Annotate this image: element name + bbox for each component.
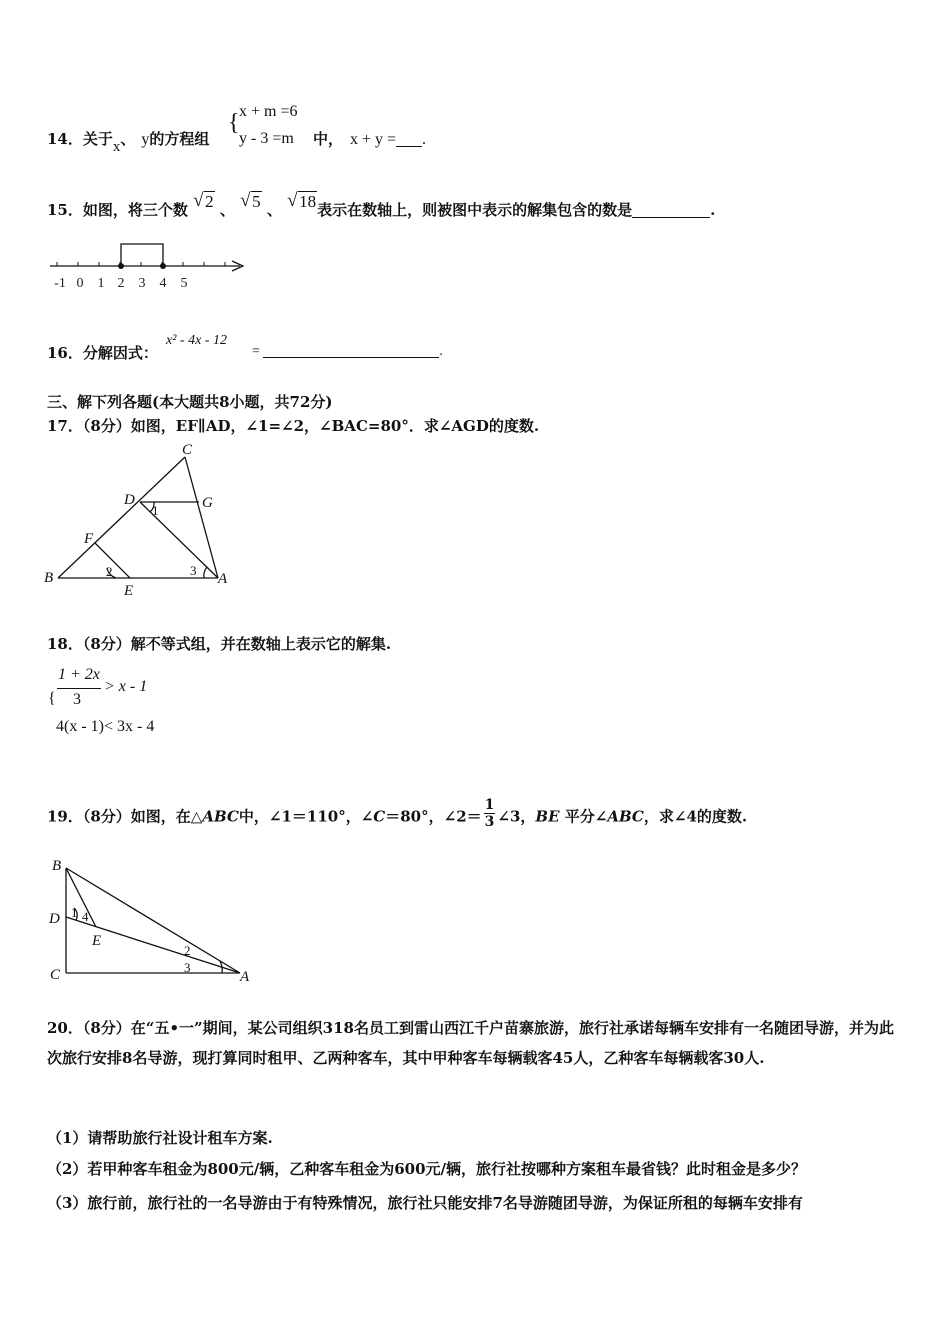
label-D: D	[49, 911, 60, 927]
q16-answer	[252, 343, 443, 360]
q14-expr	[350, 131, 426, 149]
q20-sub1: （1）请帮助旅行社设计租车方案.	[47, 1129, 273, 1147]
label-1: 1	[71, 905, 78, 920]
q18-ineq1-rhs: > x - 1	[104, 678, 148, 695]
q15-label: 15．如图，将三个数	[47, 201, 188, 219]
q18-brace: {	[48, 690, 56, 707]
label-G: G	[202, 495, 213, 511]
q14-end: .	[422, 131, 427, 148]
q19-end: ，求∠4的度数.	[643, 807, 748, 826]
q16-eq: =	[252, 344, 260, 359]
q16-label: 16．分解因式：	[47, 344, 158, 362]
solution-point-left	[118, 263, 124, 269]
q19-c: C	[373, 807, 386, 826]
label-E: E	[124, 583, 134, 599]
q20-sub3: （3）旅行前，旅行社的一名导游由于有特殊情况，旅行社只能安排7名导游随团导游，为保证所租的每辆车安排有	[47, 1194, 803, 1212]
solution-bracket	[121, 244, 163, 266]
q18-ineq2: 4(x - 1)< 3x - 4	[56, 718, 155, 735]
q18-frac-bar	[57, 688, 101, 689]
tick-label: 2	[117, 276, 125, 291]
q14-brace: {	[228, 110, 240, 136]
tick-label: 1	[97, 276, 105, 291]
q19-fraction: $\frac{1}{3}$	[484, 797, 495, 830]
q15-root-2: √ 2	[193, 192, 215, 212]
q14-tail: 的方程组	[149, 130, 210, 148]
question-14	[47, 128, 210, 155]
question-20: 20．（8分）在“五•一”期间，某公司组织318名员工到雷山西江千户苗寨旅游，旅行社承诺每辆车安排有一名随团导游，并为此次旅行安排8名导游，现打算同时租甲、乙两种客车，其中甲种客车每辆载客45人，乙种客车每辆载客30人.	[47, 1019, 894, 1067]
q18-frac-num: 1 + 2x	[58, 666, 100, 683]
label-2: 2	[184, 943, 191, 958]
q15-sep2: 、	[266, 201, 282, 219]
q19-abc2: ABC	[607, 807, 644, 826]
q15-end: .	[710, 201, 716, 219]
q14-answer-blank[interactable]	[396, 132, 422, 147]
q19-abc: ABC	[202, 807, 239, 826]
q14-expr-text: x + y =	[350, 131, 397, 148]
question-15	[47, 192, 716, 220]
label-B: B	[52, 858, 62, 874]
q19-be: BE	[535, 807, 560, 826]
q14-label: 14．关于	[47, 130, 113, 148]
q20-sub2: （2）若甲种客车租金为800元/辆，乙种客车租金为600元/辆，旅行社按哪种方案租车最省钱？此时租金是多少？	[47, 1160, 807, 1178]
q19-mid4: 平分∠	[559, 807, 608, 826]
q14-mid: 中，	[313, 130, 344, 148]
tick-label: 4	[159, 276, 167, 291]
q19-pre: 19．（8分）如图，在△	[47, 807, 203, 826]
section-3-heading: 三、解下列各题(本大题共8小题，共72分)	[47, 393, 333, 411]
q19-mid2: ＝80°，∠2＝	[385, 807, 482, 826]
label-B: B	[44, 570, 54, 586]
tick-label: 0	[76, 276, 84, 291]
q16-end: .	[439, 344, 443, 359]
question-17: 17．（8分）如图，EF∥AD，∠1=∠2，∠BAC=80°．求∠AGD的度数.	[47, 417, 540, 435]
label-A: A	[240, 969, 250, 985]
q16-expr: x² - 4x - 12	[166, 333, 227, 348]
label-4: 4	[82, 909, 89, 924]
q15-number-line	[40, 236, 255, 296]
q14-eq2: y - 3 =m	[239, 130, 294, 147]
label-F: F	[84, 531, 94, 547]
label-1: 1	[152, 503, 159, 518]
q14-sep: 、	[120, 130, 136, 148]
label-E: E	[92, 933, 102, 949]
label-3: 3	[184, 960, 191, 975]
q14-var-y: y	[141, 131, 150, 148]
q19-mid1: 中，∠1＝110°，∠	[238, 807, 374, 826]
q19-figure	[40, 850, 260, 990]
q15-answer-blank[interactable]	[632, 203, 710, 218]
q15-sep1: 、	[219, 201, 235, 219]
tick-label: -1	[54, 276, 66, 291]
q15-tail: 表示在数轴上，则被图中表示的解集包含的数是	[317, 201, 633, 219]
solution-point-right	[160, 263, 166, 269]
tick-label: 5	[180, 276, 188, 291]
question-18: 18．（8分）解不等式组，并在数轴上表示它的解集.	[47, 635, 392, 653]
question-19	[47, 797, 748, 834]
label-2: 2	[106, 564, 113, 579]
q15-root-18: √ 18	[287, 192, 317, 212]
label-3: 3	[190, 563, 197, 578]
label-C: C	[50, 967, 61, 983]
q19-mid3: ∠3，	[497, 807, 536, 826]
label-D: D	[124, 492, 135, 508]
q16-answer-blank[interactable]	[263, 343, 439, 358]
tick-label: 3	[138, 276, 146, 291]
q14-eq1: x + m =6	[239, 103, 298, 120]
q18-frac-den: 3	[73, 691, 81, 708]
q15-root-5: √ 5	[240, 192, 262, 212]
q14-var-x: x	[112, 139, 121, 155]
label-C: C	[182, 442, 193, 458]
q17-figure	[40, 440, 240, 600]
label-A: A	[218, 571, 228, 587]
